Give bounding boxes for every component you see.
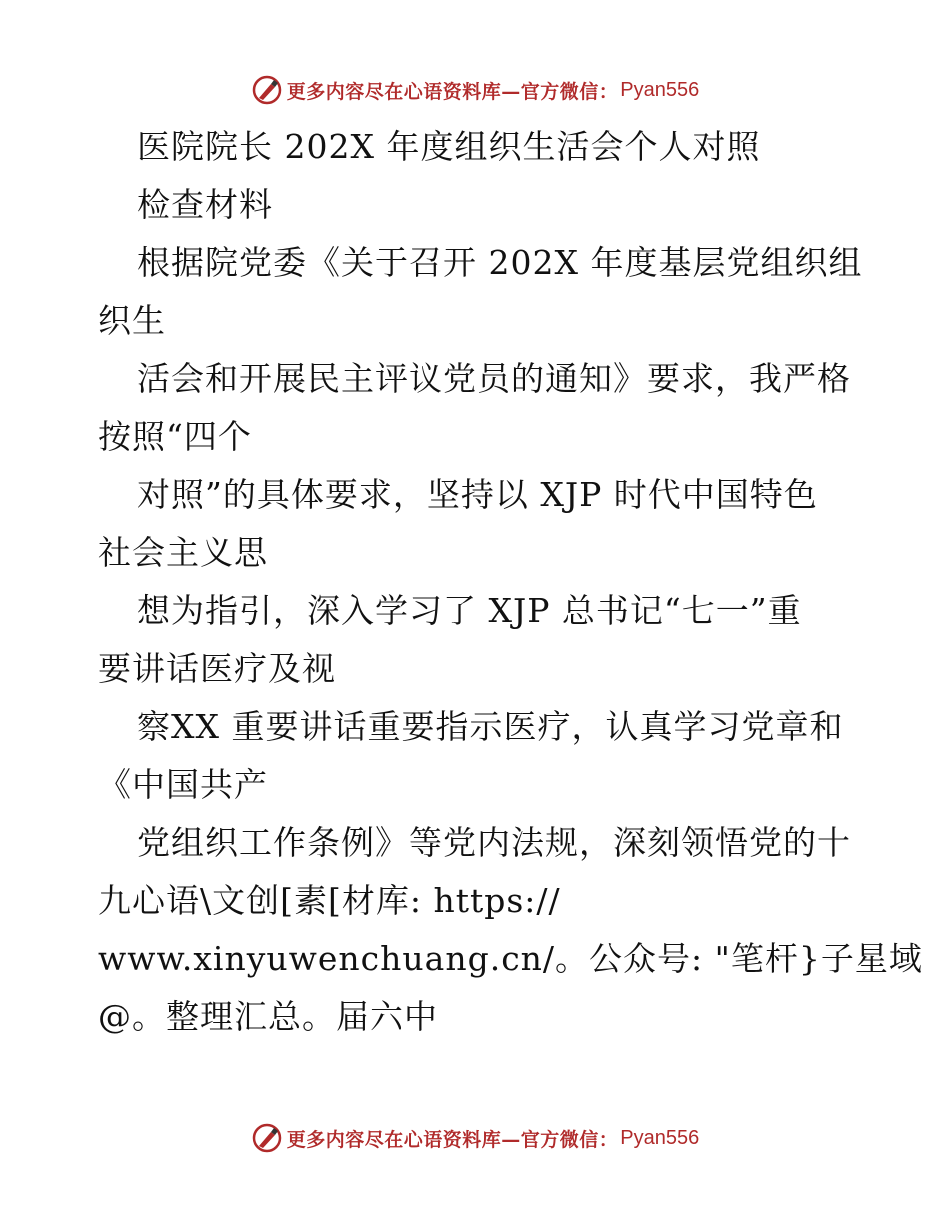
doc-line: 想为指引，深入学习了 XJP 总书记“七一”重	[137, 591, 802, 630]
pen-circle-icon	[251, 1122, 283, 1154]
header-banner	[0, 70, 950, 110]
doc-line: www.xinyuwenchuang.cn/。公众号: "笔杆}子星域	[98, 939, 923, 978]
doc-line: 根据院党委《关于召开 202X 年度基层党组织组	[137, 243, 863, 282]
doc-line: 检查材料	[137, 185, 273, 224]
doc-line: 要讲话医疗及视	[98, 649, 336, 688]
doc-line: 社会主义思	[98, 533, 268, 572]
doc-line: 察XX 重要讲话重要指示医疗，认真学习党章和	[137, 707, 844, 746]
banner-account: Pyan556	[620, 1126, 700, 1149]
doc-line: 对照”的具体要求，坚持以 XJP 时代中国特色	[137, 475, 818, 514]
doc-line: 活会和开展民主评议党员的通知》要求，我严格	[137, 359, 851, 398]
pen-circle-icon	[251, 74, 283, 106]
doc-line: 九心语\文创[素[材库: https://	[98, 881, 561, 920]
footer-banner	[0, 1118, 950, 1158]
doc-line: 医院院长 202X 年度组织生活会个人对照	[137, 127, 761, 166]
doc-line: @。整理汇总。届六中	[98, 997, 438, 1036]
doc-line: 《中国共产	[98, 765, 268, 804]
banner-text: 更多内容尽在心语资料库—官方微信：	[286, 1128, 619, 1151]
banner-account: Pyan556	[620, 78, 700, 101]
doc-line: 党组织工作条例》等党内法规，深刻领悟党的十	[137, 823, 851, 862]
doc-line: 按照“四个	[98, 417, 252, 456]
banner-text: 更多内容尽在心语资料库—官方微信：	[286, 80, 619, 103]
doc-line: 织生	[98, 301, 166, 340]
